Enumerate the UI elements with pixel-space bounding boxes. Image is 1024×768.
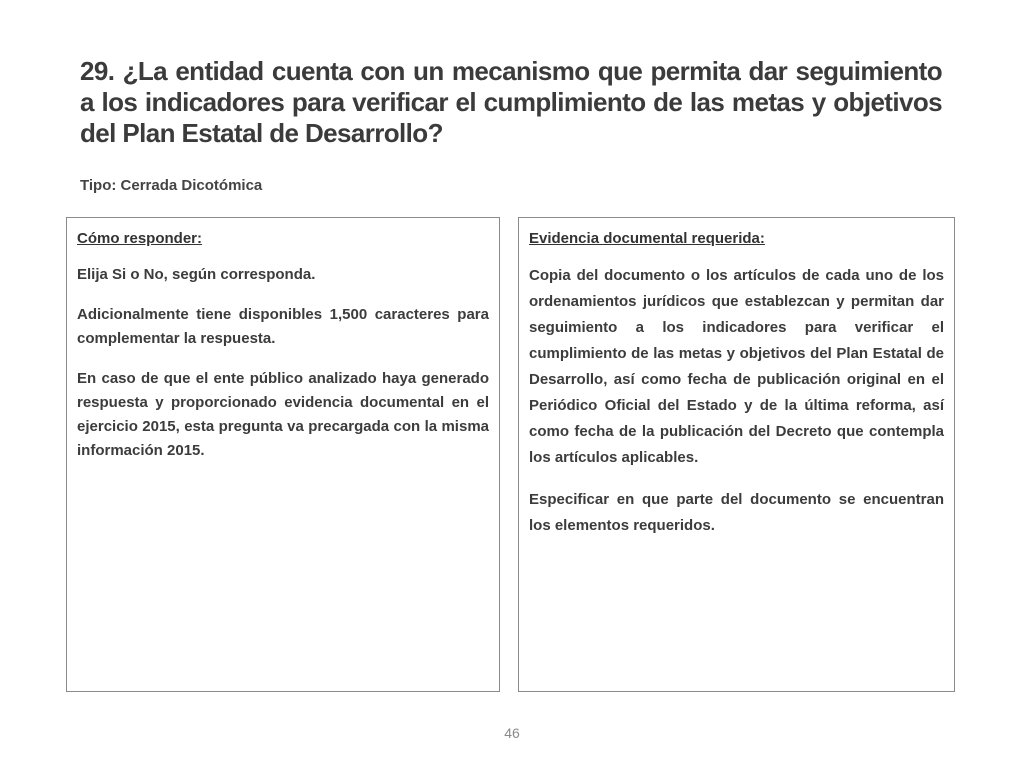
how-to-answer-paragraph: Elija Si o No, según corresponda. [77,266,316,283]
question-type: Tipo: Cerrada Dicotómica [80,177,263,194]
evidence-panel [518,217,955,692]
how-to-answer-paragraph: En caso de que el ente público analizado haya generado respuesta y proporcionado evidencia documental en el ejercicio 2015, esta pregunta va precargada con la misma información 2015. [77,370,489,459]
evidence-heading: Evidencia documental requerida: [529,230,765,247]
question-title: 29. ¿La entidad cuenta con un mecanismo que permita dar seguimiento a los indicadores para verificar el cumplimiento de las metas y objetivos del Plan Estatal de Desarrollo? [80,56,942,148]
evidence-paragraph: Especificar en que parte del documento se encuentran los elementos requeridos. [529,491,944,534]
how-to-answer-heading: Cómo responder: [77,230,203,247]
how-to-answer-paragraph: Adicionalmente tiene disponibles 1,500 caracteres para complementar la respuesta. [77,306,489,347]
how-to-answer-panel [66,217,500,692]
evidence-paragraph: Copia del documento o los artículos de cada uno de los ordenamientos jurídicos que establezcan y permitan dar seguimiento a los indicadores para verificar el cumplimiento de las metas y objetivos del Plan Estatal de Desarrollo, así como fecha de publicación original en el Periódico Oficial del Estado y de la última reforma, así como fecha de la publicación del Decreto que contempla los artículos aplicables. [529,267,944,466]
page-number: 46 [504,725,520,741]
